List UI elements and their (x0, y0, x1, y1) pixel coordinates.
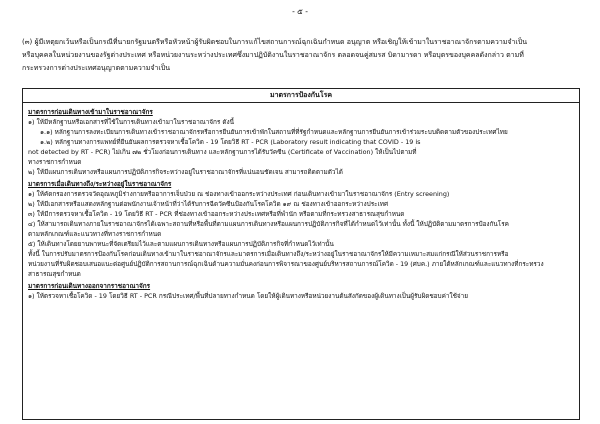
measure-line: ๕) ให้เดินทางโดยยานพาหนะที่จัดเตรียมไว้และตามแผนการเดินทางหรือแผนการปฏิบัติภารกิจที่กำหนดไว้เท่านั้น (28, 240, 334, 248)
section-before-entry (28, 107, 574, 177)
measure-line: not detected by RT - PCR) ไม่เกิน ๗๒ ชั่วโมงก่อนการเดินทาง และหลักฐานการได้รับวัคซีน (Certificate of Vaccination) ให้เป็นไปตามที่ (28, 148, 417, 156)
section-heading: มาตรการก่อนเดินทางออกจากราชอาณาจักร (28, 282, 151, 290)
intro-line-2: หรือบุคคลในหน่วยงานของรัฐต่างประเทศ หรือหน่วยงานระหว่างประเทศซึ่งมาปฏิบัติงานในราชอาณาจักร ตลอดจนคู่สมรส บิดามารดา หรือบุตรของบุคคลดังกล่าว ตามที่ (22, 51, 524, 59)
measure-line: ๑.๑) หลักฐานการลงทะเบียนการเดินทางเข้าราชอาณาจักรหรือการยืนยันการเข้าพักในสถานที่ที่รัฐกำหนดและหลักฐานการยืนยันการเข้าร่วมระบบติดตามตัวของประเทศไทย (40, 128, 508, 136)
measure-line: ๑) ให้ตรวจหาเชื้อโควิด - 19 โดยวิธี RT - PCR กรณีประเทศ/พื้นที่ปลายทางกำหนด โดยให้ผู้เดินทางหรือหน่วยงานต้นสังกัดของผู้เดินทางเป็นผู้รับผิดชอบค่าใช้จ่าย (28, 292, 468, 300)
measure-line: สาธารณสุขกำหนด (28, 270, 81, 278)
measure-line: ทั้งนี้ ในการปรับมาตรการป้องกันโรคก่อนเดินทางเข้ามาในราชอาณาจักรและมาตรการเมื่อเดินทางถึง/ระหว่างอยู่ในราชอาณาจักรให้มีความเหมาะสมแก่กรณีให้ส่วนราชการหรือ (28, 250, 509, 258)
measure-line: ๒) ให้มีแผนการเดินทางหรือแผนการปฏิบัติภารกิจระหว่างอยู่ในราชอาณาจักรที่แน่นอนชัดเจน สามารถติดตามตัวได้ (28, 168, 343, 176)
intro-paragraph (22, 36, 578, 75)
measure-line: ๓) ให้มีการตรวจหาเชื้อโควิด - 19 โดยวิธี RT - PCR ที่ช่องทางเข้าออกระหว่างประเทศหรือที่พำนัก หรือตามที่กระทรวงสาธารณสุขกำหนด (28, 210, 405, 218)
measure-line: ๑) ให้มีหลักฐานหรือเอกสารที่ใช้ในการเดินทางเข้ามาในราชอาณาจักร ดังนี้ (28, 118, 235, 126)
measure-line: ๒) ให้มีเอกสารหรือแสดงหลักฐานต่อพนักงานเจ้าหน้าที่ว่าได้รับการฉีดวัคซีนป้องกันโรคโควิด ๑๙ ณ ช่องทางเข้าออกระหว่างประเทศ (28, 200, 389, 208)
section-heading: มาตรการเมื่อเดินทางถึง/ระหว่างอยู่ในราชอาณาจักร (28, 180, 172, 188)
measure-line: หน่วยงานที่รับผิดชอบเสนอแนะต่อศูนย์ปฏิบัติการสถานการณ์ฉุกเฉินด้านความมั่นคงก่อนการพิจารณาของศูนย์บริหารสถานการณ์โควิด - 19 (ศบค.) ภายใต้หลักเกณฑ์และแนวทางที่กระทรวง (28, 260, 544, 268)
measure-line: ๑.๒) หลักฐานทางการแพทย์ที่ยืนยันผลการตรวจหาเชื้อโควิด - 19 โดยวิธี RT - PCR (Laboratory result indicating that COVID - 19 is (40, 138, 421, 146)
measure-line: ตามหลักเกณฑ์และแนวทางที่ทางราชการกำหนด (28, 230, 162, 238)
measure-line: ทางราชการกำหนด (28, 158, 82, 166)
page-number: - ๕ - (292, 7, 308, 16)
intro-line-1: (๓) ผู้มีเหตุยกเว้นหรือเป็นกรณีที่นายกรัฐมนตรีหรือหัวหน้าผู้รับผิดชอบในการแก้ไขสถานการณ์ฉุกเฉินกำหนด อนุญาต หรือเชิญให้เข้ามาในราชอาณาจักรตามความจำเป็น (22, 38, 528, 46)
measure-line: ๔) ให้สามารถเดินทางภายในราชอาณาจักรได้เฉพาะสถานที่หรือพื้นที่ตามแผนการเดินทางหรือแผนการปฏิบัติภารกิจที่ได้กำหนดไว้เท่านั้น ทั้งนี้ ให้ปฏิบัติตามมาตรการป้องกันโรค (28, 220, 509, 228)
intro-line-3: กระทรวงการต่างประเทศอนุญาตตามความจำเป็น (22, 64, 171, 72)
section-on-arrival (28, 179, 574, 279)
measure-line: ๑) ให้คัดกรองการตรวจวัดอุณหภูมิร่างกายหรืออาการเจ็บป่วย ณ ช่องทางเข้าออกระหว่างประเทศ ก่อนเดินทางเข้ามาในราชอาณาจักร (Entry screening) (28, 190, 450, 198)
measures-table-header: มาตรการป้องกันโรค (23, 89, 579, 103)
measures-table (22, 88, 580, 420)
measures-table-body (23, 103, 579, 301)
section-heading: มาตรการก่อนเดินทางเข้ามาในราชอาณาจักร (28, 108, 153, 116)
section-before-departure (28, 281, 574, 301)
